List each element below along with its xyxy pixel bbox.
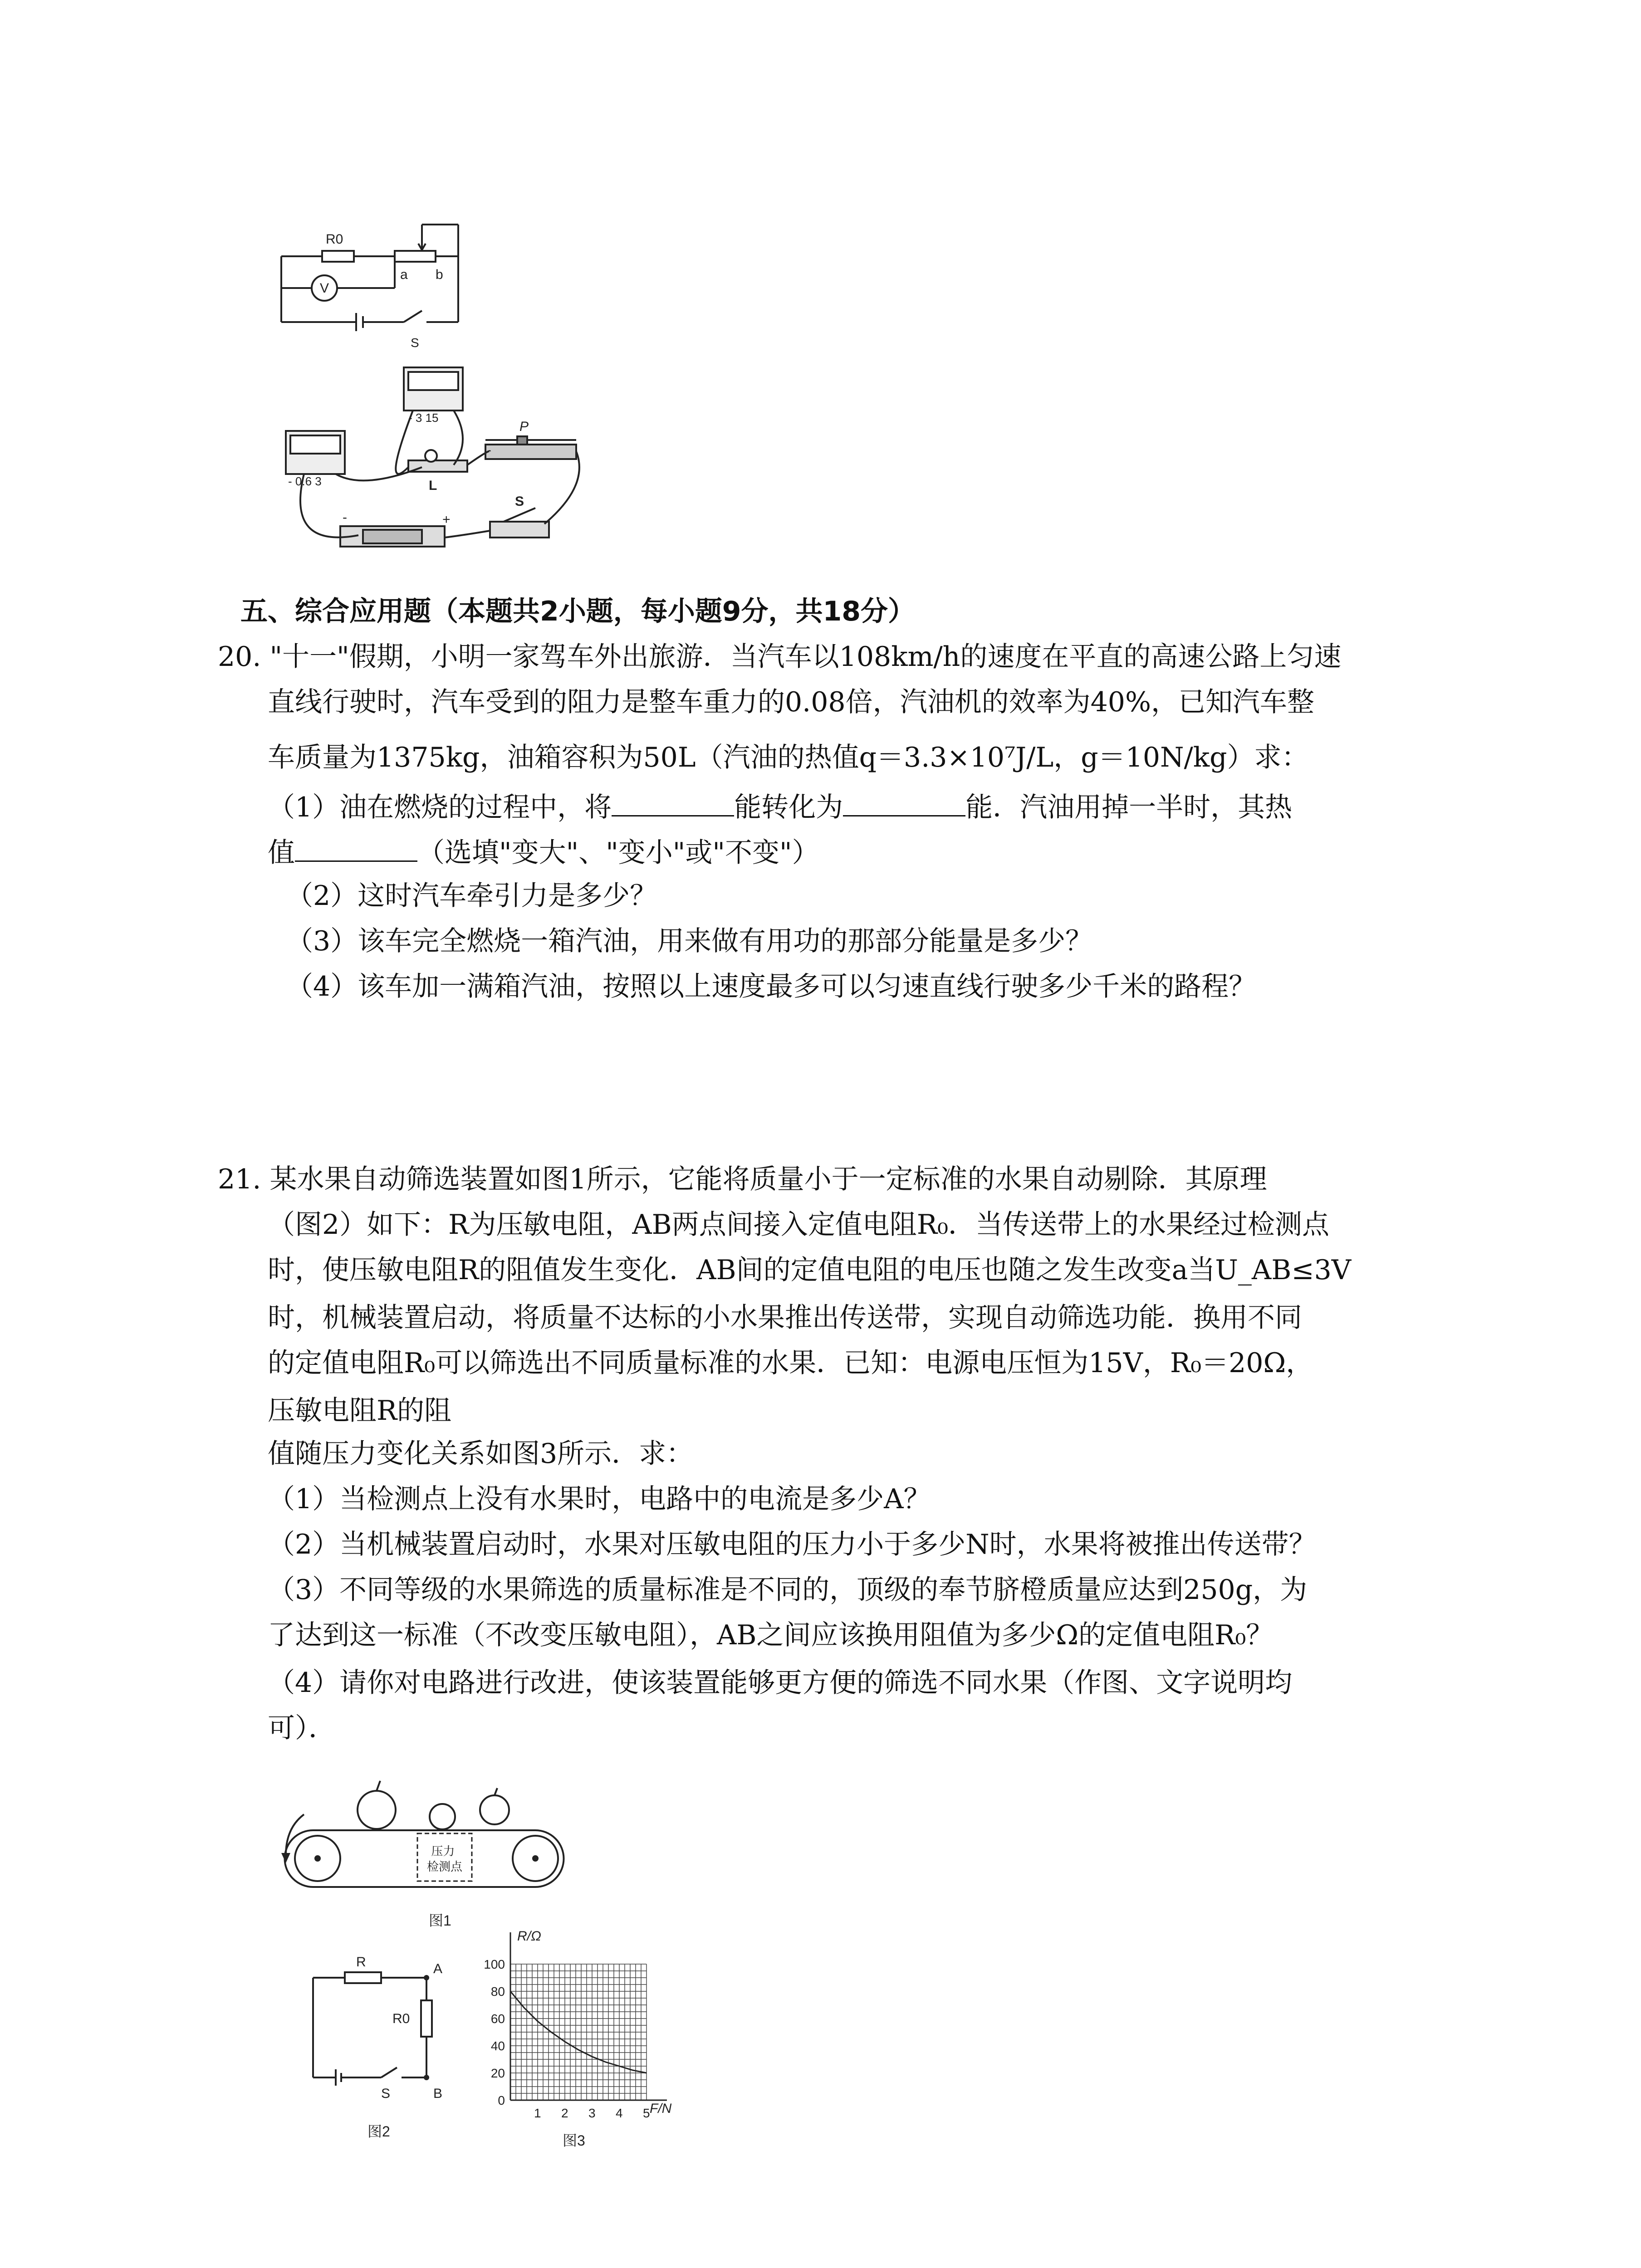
q21-line-5: 的定值电阻R₀可以筛选出不同质量标准的水果．已知：电源电压恒为15V，R₀＝20Ω，	[268, 1347, 1313, 1379]
q20-line-5	[268, 832, 819, 871]
q21-part-3a: （3）不同等级的水果筛选的质量标准是不同的，顶级的奉节脐橙质量应达到250g，为	[268, 1574, 1308, 1606]
fig1-caption: 图1	[429, 1912, 451, 1929]
voltmeter-scale-label: - 3 15	[408, 411, 439, 425]
answer-blank-3[interactable]	[295, 832, 417, 862]
figure-2-circuit	[299, 1941, 454, 2141]
q20-line-3: 车质量为1375kg，油箱容积为50L（汽油的热值q＝3.3×10⁷J/L，g＝10N/kg）求：	[268, 742, 1309, 773]
battery-minus-label: -	[343, 510, 347, 525]
fig2-r0-label: R0	[392, 2011, 410, 2026]
q21-line-3: 时，使压敏电阻R的阻值发生变化．AB间的定值电阻的电压也随之发生改变a当U_AB≤3V	[268, 1254, 1352, 1286]
q20-line-1: 20. "十一"假期，小明一家驾车外出旅游．当汽车以108km/h的速度在平直的高速公路上匀速	[218, 641, 1342, 673]
q20-part1-text-c: 能．汽油用掉一半时，其热	[965, 792, 1293, 823]
fig2-a-label: A	[433, 1961, 443, 1976]
q21-line-4: 时，机械装置启动，将质量不达标的小水果推出传送带，实现自动筛选功能．换用不同	[268, 1302, 1302, 1334]
q20-part1-text-a: （1）油在燃烧的过程中，将	[268, 792, 612, 823]
fig3-axes	[510, 1932, 667, 2100]
lamp-label: L	[429, 478, 437, 493]
q21-part-3b: 了达到这一标准（不改变压敏电阻），AB之间应该换用阻值为多少Ω的定值电阻R₀？	[268, 1619, 1274, 1651]
q21-line-7: 值随压力变化关系如图3所示．求：	[268, 1438, 694, 1470]
fig3-y-tick-label: 80	[490, 1984, 505, 1999]
fig3-x-tick-label: 1	[534, 2106, 541, 2120]
battery-plus-label: +	[442, 512, 451, 527]
answer-blank-1[interactable]	[612, 787, 734, 816]
apparatus-switch-label: S	[515, 494, 524, 509]
fig3-grid	[510, 1964, 647, 2100]
fig3-x-tick-label: 2	[561, 2106, 568, 2120]
fig3-y-tick-label: 40	[490, 2039, 505, 2053]
fig2-r-label: R	[356, 1955, 366, 1970]
slider-a-label: a	[400, 267, 408, 282]
q20-part-4: （4）该车加一满箱汽油，按照以上速度最多可以匀速直线行驶多少千米的路程？	[286, 971, 1256, 1002]
fig3-y-axis-label: R/Ω	[517, 1929, 541, 1944]
fig1-sensor-label-line-1: 压力	[431, 1844, 455, 1858]
answer-blank-2[interactable]	[843, 787, 965, 816]
fig3-x-axis-label: F/N	[650, 2101, 672, 2116]
switch-s-label: S	[411, 336, 419, 350]
top-r0-label: R0	[326, 232, 343, 247]
fig1-sensor-label	[427, 1844, 463, 1873]
ammeter-scale-label: - 0.6 3	[288, 474, 322, 488]
fig3-x-tick-label: 5	[643, 2106, 650, 2120]
voltmeter-label: V	[320, 281, 329, 296]
top-circuit-diagram	[272, 215, 481, 356]
q20-line-4	[268, 787, 1292, 826]
rheostat-p-label: P	[519, 419, 529, 434]
fig2-b-label: B	[433, 2086, 443, 2101]
fig3-caption: 图3	[563, 2132, 585, 2149]
q21-part-4b: 可）．	[268, 1712, 336, 1744]
q21-part-2: （2）当机械装置启动时，水果对压敏电阻的压力小于多少N时，水果将被推出传送带？	[268, 1529, 1316, 1560]
fig3-y-tick-label: 100	[484, 1957, 505, 1971]
q21-line-6: 压敏电阻R的阻	[268, 1395, 452, 1427]
fig3-x-tick-label: 4	[616, 2106, 623, 2120]
q20-part1-text-b: 能转化为	[734, 792, 843, 823]
fig2-caption: 图2	[367, 2123, 390, 2140]
fig1-sensor-label-line-2: 检测点	[426, 1860, 463, 1873]
q21-line-1: 21. 某水果自动筛选装置如图1所示，它能将质量小于一定标准的水果自动剔除．其原理	[218, 1163, 1267, 1195]
fig3-y-tick-label: 0	[498, 2093, 505, 2107]
q21-part-1: （1）当检测点上没有水果时，电路中的电流是多少A？	[268, 1483, 931, 1515]
q20-part-3: （3）该车完全燃烧一箱汽油，用来做有用功的那部分能量是多少？	[286, 925, 1093, 957]
figure-1-conveyor	[268, 1765, 585, 1932]
q20-part-2: （2）这时汽车牵引力是多少？	[286, 880, 657, 912]
section-heading: 五、综合应用题（本题共2小题，每小题9分，共18分）	[240, 596, 915, 627]
slider-b-label: b	[436, 267, 443, 282]
q20-part1-text-d: 值	[268, 837, 295, 869]
figure-3-graph	[467, 1923, 694, 2155]
fig3-x-tick-label: 3	[588, 2106, 596, 2120]
fig3-y-tick-label: 20	[490, 2066, 505, 2080]
fig2-s-label: S	[381, 2086, 391, 2101]
q21-line-2: （图2）如下：R为压敏电阻，AB两点间接入定值电阻R₀．当传送带上的水果经过检测点	[268, 1209, 1329, 1241]
q20-part1-text-e: （选填"变大"、"变小"或"不变"）	[417, 837, 819, 869]
q21-part-4a: （4）请你对电路进行改进，使该装置能够更方便的筛选不同水果（作图、文字说明均	[268, 1667, 1293, 1699]
q20-line-2: 直线行驶时，汽车受到的阻力是整车重力的0.08倍，汽油机的效率为40%，已知汽车整	[268, 686, 1314, 718]
fig3-y-tick-label: 60	[490, 2012, 505, 2026]
apparatus-illustration	[272, 358, 585, 567]
